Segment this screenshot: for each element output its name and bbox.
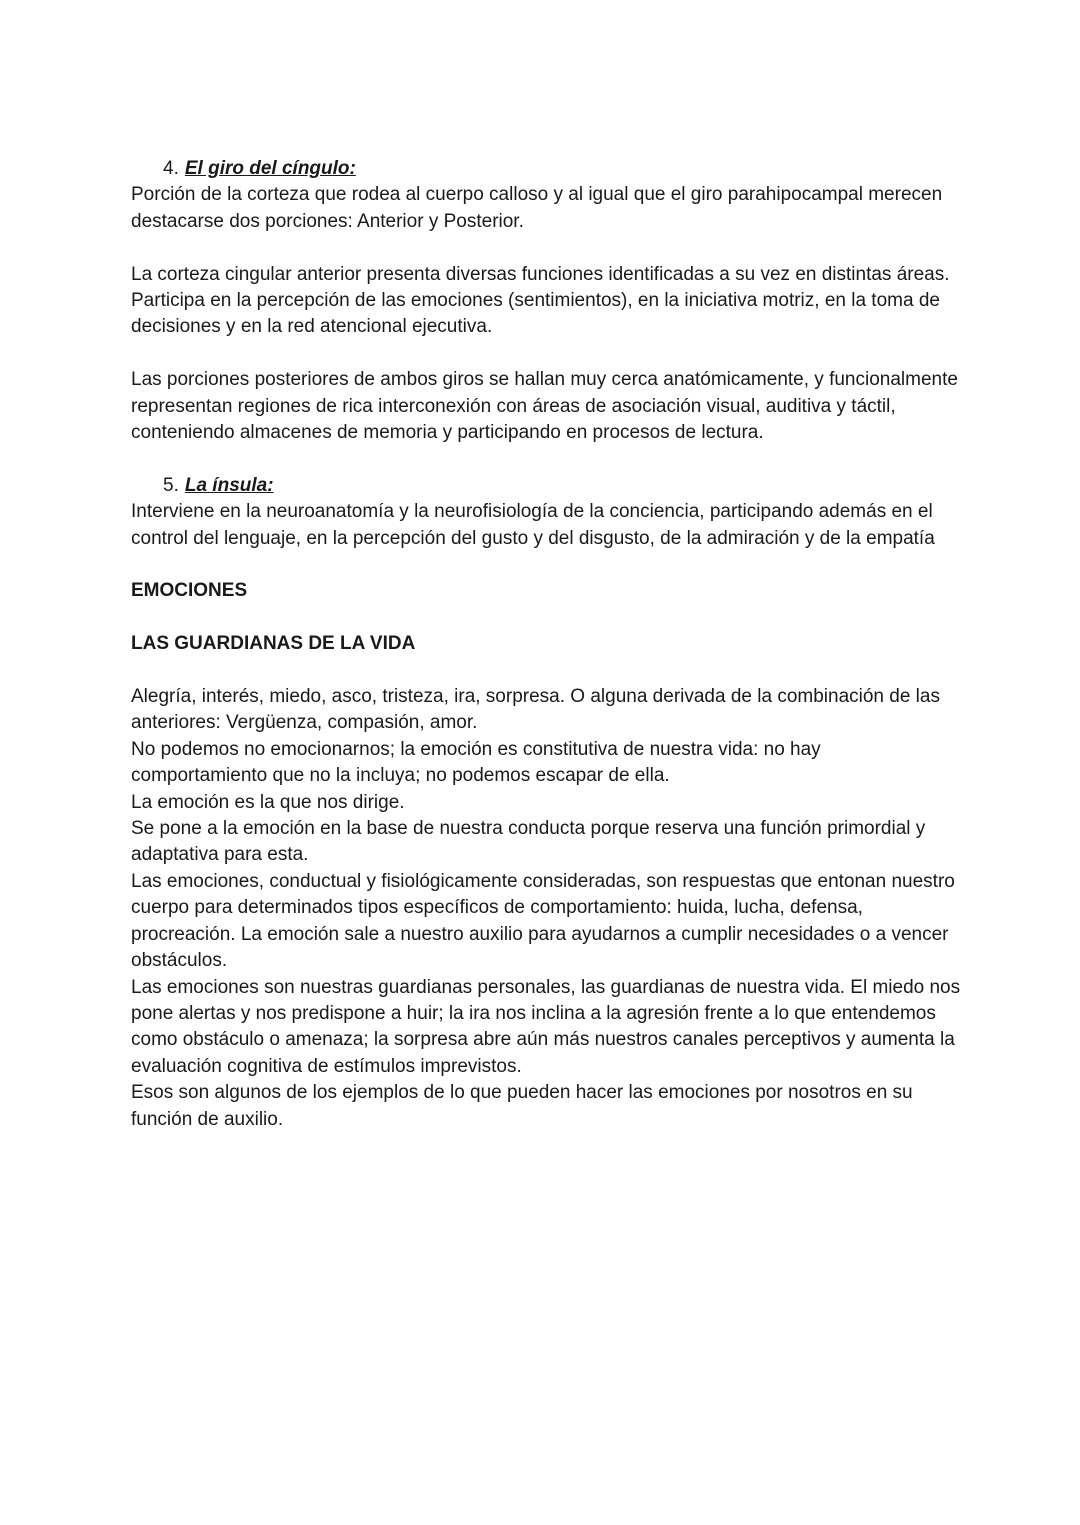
list-number: 5. bbox=[163, 474, 179, 496]
paragraph-line: Alegría, interés, miedo, asco, tristeza, ira, sorpresa. O alguna derivada de la combinación de las anteriores: Vergüenza, compasión, amor. bbox=[131, 686, 940, 734]
paragraph: Interviene en la neuroanatomía y la neurofisiología de la conciencia, participando además en el control del lenguaje, en la percepción del gusto y del disgusto, de la admiración y de la empatía bbox=[131, 501, 935, 549]
paragraph-line: La emoción es la que nos dirige. bbox=[131, 791, 405, 813]
paragraph-line: Esos son algunos de los ejemplos de lo que pueden hacer las emociones por nosotros en su función de auxilio. bbox=[131, 1082, 913, 1130]
heading-title: El giro del cíngulo: bbox=[184, 158, 356, 179]
paragraph: Las porciones posteriores de ambos giros se hallan muy cerca anatómicamente, y funcionalmente representan regiones de rica interconexión con áreas de asociación visual, auditiva y táctil, conteniendo almacenes de memoria y participando en procesos de lectura. bbox=[131, 369, 958, 444]
list-heading-insula bbox=[131, 473, 961, 499]
list-number: 4. bbox=[163, 158, 179, 179]
paragraph: Porción de la corteza que rodea al cuerpo calloso y al igual que el giro parahipocampal merecen destacarse dos porciones: Anterior y Posterior. bbox=[131, 184, 943, 232]
paragraph-line: Se pone a la emoción en la base de nuestra conducta porque reserva una función primordial y adaptativa para esta. bbox=[131, 818, 926, 866]
paragraph-line: No podemos no emocionarnos; la emoción es constitutiva de nuestra vida: no hay comportamiento que no la incluya; no podemos escapar de ella. bbox=[131, 738, 821, 787]
document-page bbox=[131, 156, 961, 1133]
paragraph-line: Las emociones son nuestras guardianas personales, las guardianas de nuestra vida. El miedo nos pone alertas y nos predispone a huir; la ira nos inclina a la agresión frente a lo que entendemos como obstáculo o amenaza; la sorpresa abre aún más nuestros canales perceptivos y aumenta la evaluación cognitiva de estímulos imprevistos. bbox=[131, 976, 961, 1077]
paragraph: La corteza cingular anterior presenta diversas funciones identificadas a su vez en distintas áreas. Participa en la percepción de las emociones (sentimientos), en la iniciativa motriz, en la toma de decisiones y en la red atencional ejecutiva. bbox=[131, 263, 950, 338]
heading-title: La ínsula: bbox=[184, 474, 274, 496]
section-subheading: LAS GUARDIANAS DE LA VIDA bbox=[131, 633, 416, 655]
list-heading-cingulo bbox=[131, 156, 961, 182]
section-heading: EMOCIONES bbox=[131, 580, 248, 602]
paragraph-line: Las emociones, conductual y fisiológicamente consideradas, son respuestas que entonan nuestro cuerpo para determinados tipos específicos de comportamiento: huida, lucha, defensa, procreación. La emoción sale a nuestro auxilio para ayudarnos a cumplir necesidades o a vencer obstáculos. bbox=[131, 870, 955, 972]
